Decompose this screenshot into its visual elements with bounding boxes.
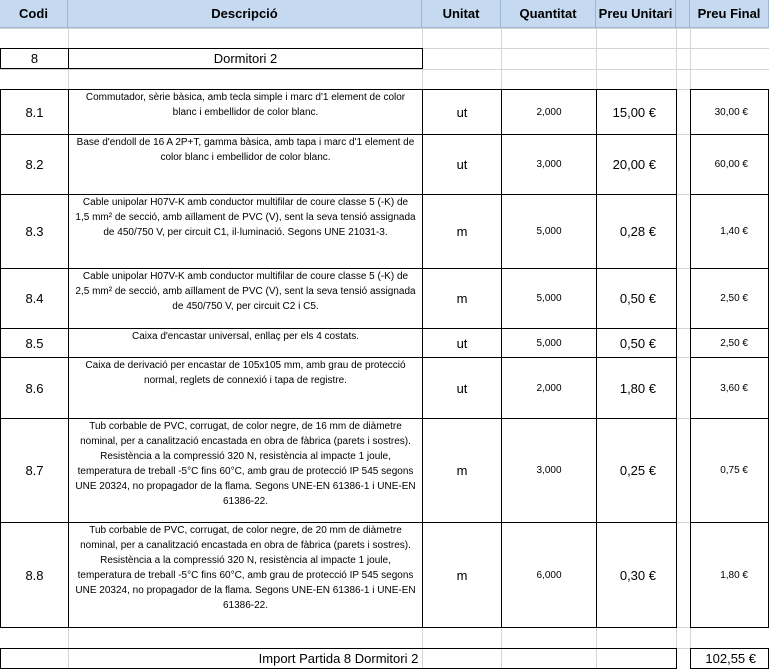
row-code[interactable]: 8.7 (0, 418, 69, 523)
row-description[interactable]: Cable unipolar H07V-K amb conductor multifilar de coure classe 5 (-K) de 2,5 mm² de secció, amb aïllament de PVC (V), sent la seva tensió assignada de 450/750 V, per circuit C2 i C5. (68, 268, 423, 329)
row-description[interactable]: Tub corbable de PVC, corrugat, de color negre, de 20 mm de diàmetre nominal, per a canalització encastada en obra de fàbrica (parets i sostres). Resistència a la compressió 320 N, resistència al impacte 1 joule, temperatura de treball -5°C fins 60°C, amb grau de protecció IP 545 segons UNE 20324, no propagador de la flama. Segons UNE-EN 61386-1 i UNE-EN 61386-22. (68, 522, 423, 628)
row-unit[interactable]: ut (422, 357, 502, 419)
total-label[interactable]: Import Partida 8 Dormitori 2 (0, 648, 677, 669)
row-unit[interactable]: m (422, 522, 502, 628)
row-unit-price[interactable]: 0,28 € (596, 194, 677, 269)
row-code[interactable]: 8.8 (0, 522, 69, 628)
row-code[interactable]: 8.6 (0, 357, 69, 419)
total-value[interactable]: 102,55 € (690, 648, 769, 669)
row-unit-price[interactable]: 0,50 € (596, 268, 677, 329)
row-description[interactable]: Base d'endoll de 16 A 2P+T, gamma bàsica, amb tapa i marc d'1 element de color blanc i embellidor de color blanc. (68, 134, 423, 195)
row-description[interactable]: Caixa d'encastar universal, enllaç per els 4 costats. (68, 328, 423, 358)
row-code[interactable]: 8.4 (0, 268, 69, 329)
row-final-price[interactable]: 1,80 € (690, 522, 769, 628)
row-description[interactable]: Commutador, sèrie bàsica, amb tecla simple i marc d'1 element de color blanc i embellidor de color blanc. (68, 89, 423, 135)
row-final-price[interactable]: 3,60 € (690, 357, 769, 419)
row-quantity[interactable]: 3,000 (501, 134, 597, 195)
row-code[interactable]: 8.3 (0, 194, 69, 269)
row-final-price[interactable]: 2,50 € (690, 328, 769, 358)
row-quantity[interactable]: 6,000 (501, 522, 597, 628)
row-unit-price[interactable]: 0,25 € (596, 418, 677, 523)
row-quantity[interactable]: 5,000 (501, 328, 597, 358)
header-preu-final: Preu Final (690, 0, 769, 28)
row-unit[interactable]: ut (422, 134, 502, 195)
row-description[interactable]: Cable unipolar H07V-K amb conductor multifilar de coure classe 5 (-K) de 1,5 mm² de secció, amb aïllament de PVC (V), sent la seva tensió assignada de 450/750 V, per circuit C1, il·luminació. Segons UNE 21031-3. (68, 194, 423, 269)
header-descripcio: Descripció (68, 0, 422, 28)
header-quantitat: Quantitat (501, 0, 596, 28)
section-title[interactable]: Dormitori 2 (68, 48, 423, 69)
section-code[interactable]: 8 (0, 48, 69, 69)
row-unit[interactable]: m (422, 194, 502, 269)
row-final-price[interactable]: 60,00 € (690, 134, 769, 195)
row-quantity[interactable]: 2,000 (501, 357, 597, 419)
row-unit-price[interactable]: 20,00 € (596, 134, 677, 195)
row-quantity[interactable]: 5,000 (501, 268, 597, 329)
row-description[interactable]: Caixa de derivació per encastar de 105x105 mm, amb grau de protecció normal, reglets de connexió i tapa de registre. (68, 357, 423, 419)
row-quantity[interactable]: 2,000 (501, 89, 597, 135)
row-unit-price[interactable]: 15,00 € (596, 89, 677, 135)
gridline (0, 69, 769, 70)
row-quantity[interactable]: 5,000 (501, 194, 597, 269)
row-code[interactable]: 8.1 (0, 89, 69, 135)
row-unit-price[interactable]: 0,30 € (596, 522, 677, 628)
row-unit[interactable]: ut (422, 328, 502, 358)
row-final-price[interactable]: 0,75 € (690, 418, 769, 523)
gridline (0, 28, 769, 29)
row-final-price[interactable]: 1,40 € (690, 194, 769, 269)
row-unit-price[interactable]: 0,50 € (596, 328, 677, 358)
header-gap (676, 0, 690, 28)
row-unit[interactable]: m (422, 418, 502, 523)
row-code[interactable]: 8.5 (0, 328, 69, 358)
row-unit-price[interactable]: 1,80 € (596, 357, 677, 419)
row-unit[interactable]: ut (422, 89, 502, 135)
row-final-price[interactable]: 30,00 € (690, 89, 769, 135)
header-codi: Codi (0, 0, 68, 28)
header-unitat: Unitat (422, 0, 501, 28)
row-final-price[interactable]: 2,50 € (690, 268, 769, 329)
row-description[interactable]: Tub corbable de PVC, corrugat, de color negre, de 16 mm de diàmetre nominal, per a canalització encastada en obra de fàbrica (parets i sostres). Resistència a la compressió 320 N, resistència al impacte 1 joule, temperatura de treball -5°C fins 60°C, amb grau de protecció IP 545 segons UNE 20324, no propagador de la flama. Segons UNE-EN 61386-1 i UNE-EN 61386-22. (68, 418, 423, 523)
row-unit[interactable]: m (422, 268, 502, 329)
row-code[interactable]: 8.2 (0, 134, 69, 195)
row-quantity[interactable]: 3,000 (501, 418, 597, 523)
header-preu-unitari: Preu Unitari (596, 0, 676, 28)
